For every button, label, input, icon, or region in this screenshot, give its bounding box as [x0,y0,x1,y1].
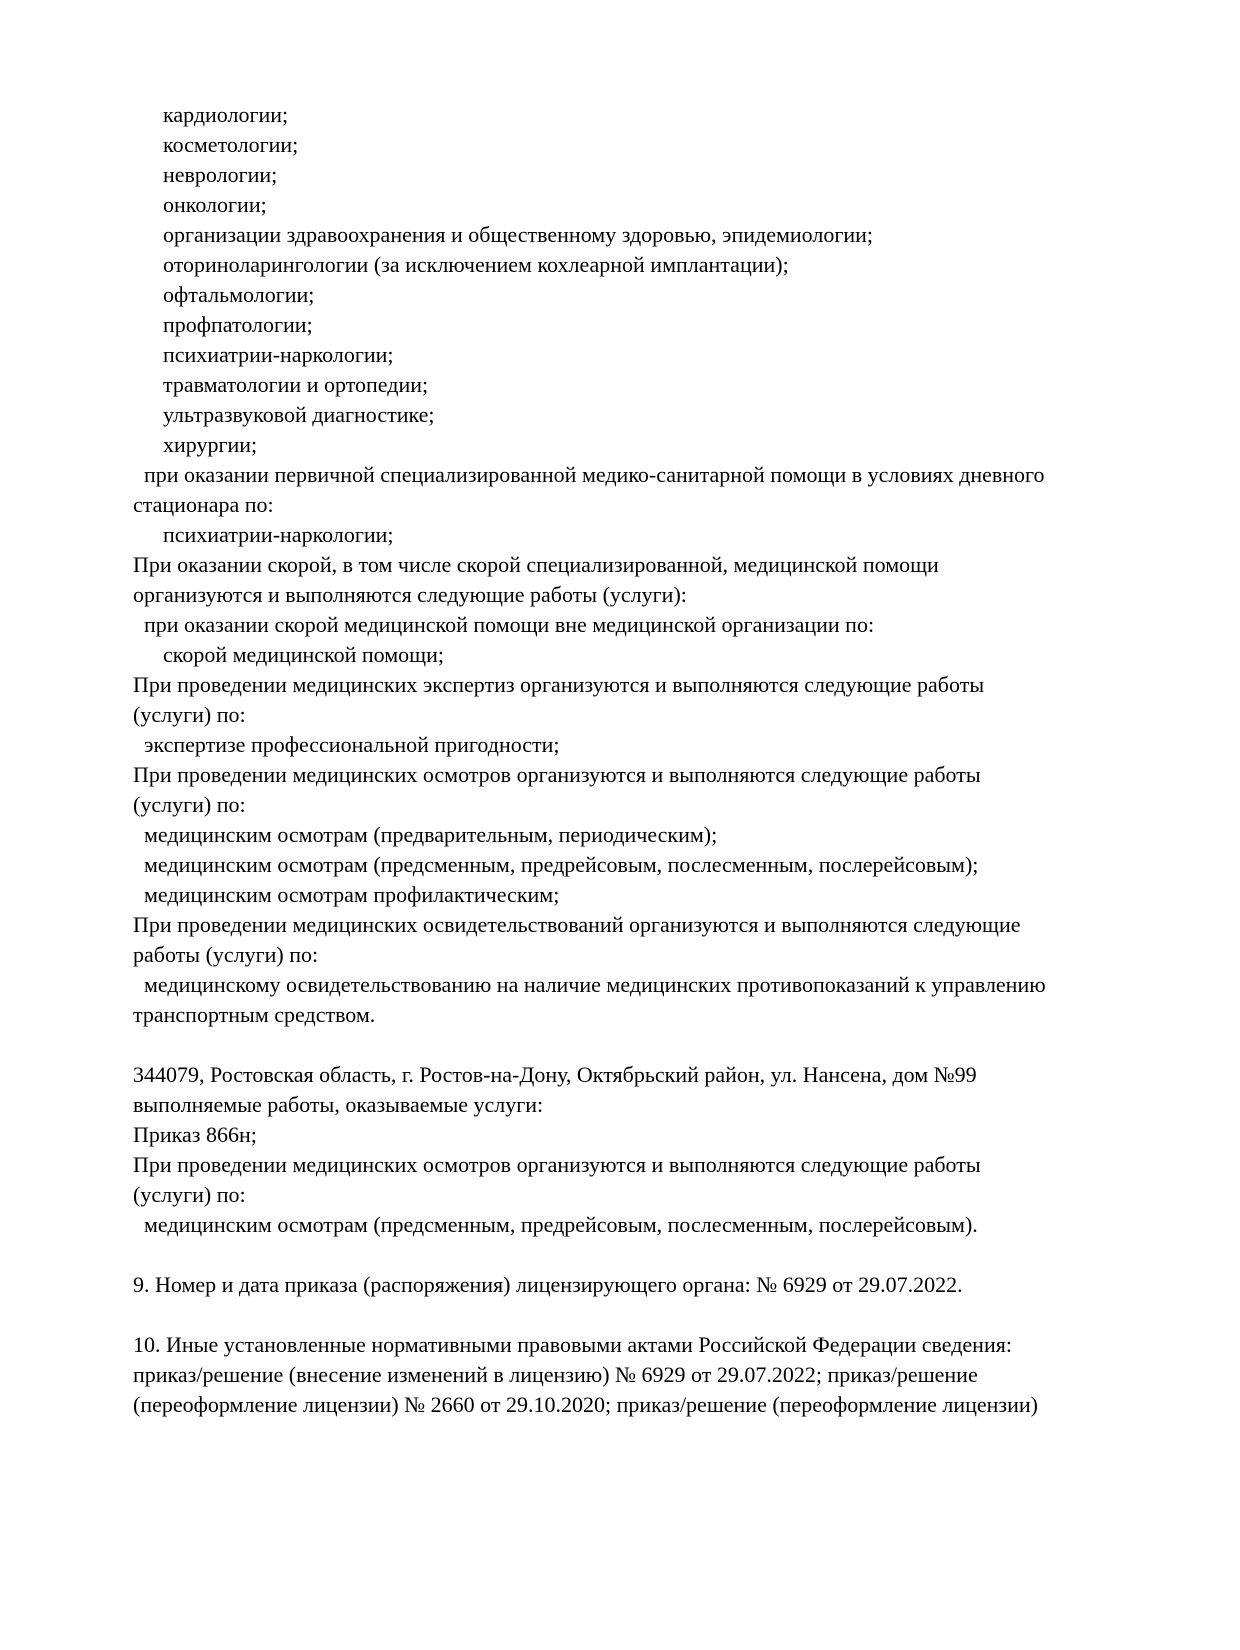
document-body [133,100,1178,1420]
text-line: офтальмологии; [163,282,315,307]
text-line: При оказании скорой, в том числе скорой специализированной, медицинской помощи [133,552,939,577]
text-line: скорой медицинской помощи; [163,642,445,667]
text-line: медицинским осмотрам (предварительным, периодическим); [144,822,718,847]
text-line: онкологии; [163,192,267,217]
text-line: психиатрии-наркологии; [163,342,394,367]
text-line: приказ/решение (внесение изменений в лицензию) № 6929 от 29.07.2022; приказ/решение [133,1362,978,1387]
text-line: 9. Номер и дата приказа (распоряжения) лицензирующего органа: № 6929 от 29.07.2022. [133,1272,963,1297]
text-line: стационара по: [133,492,274,517]
text-line: 344079, Ростовская область, г. Ростов-на-Дону, Октябрьский район, ул. Нансена, дом №99 [133,1062,977,1087]
text-line: оториноларингологии (за исключением кохлеарной имплантации); [163,252,789,277]
text-line: при оказании скорой медицинской помощи вне медицинской организации по: [144,612,875,637]
text-line: медицинским осмотрам (предсменным, предрейсовым, послесменным, послерейсовым). [144,1212,978,1237]
text-line: транспортным средством. [133,1002,376,1027]
text-line: При проведении медицинских экспертиз организуются и выполняются следующие работы [133,672,985,697]
text-line: психиатрии-наркологии; [163,522,394,547]
text-line: При проведении медицинских осмотров организуются и выполняются следующие работы [133,762,981,787]
text-line: неврологии; [163,162,278,187]
text-line: профпатологии; [163,312,313,337]
text-line: ультразвуковой диагностике; [163,402,435,427]
text-line: (услуги) по: [133,1182,246,1207]
text-line: экспертизе профессиональной пригодности; [144,732,560,757]
text-line [133,1240,1178,1270]
text-line: при оказании первичной специализированной медико-санитарной помощи в условиях дневного [144,462,1045,487]
text-line: работы (услуги) по: [133,942,319,967]
text-line: При проведении медицинских освидетельствований организуются и выполняются следующие [133,912,1021,937]
text-line: При проведении медицинских осмотров организуются и выполняются следующие работы [133,1152,981,1177]
text-line: косметологии; [163,132,299,157]
text-line: кардиологии; [163,102,289,127]
text-line: (услуги) по: [133,792,246,817]
text-line: (переоформление лицензии) № 2660 от 29.10.2020; приказ/решение (переоформление лицензии) [133,1392,1038,1417]
text-line: травматологии и ортопедии; [163,372,429,397]
text-line: медицинским осмотрам профилактическим; [144,882,560,907]
text-line: (услуги) по: [133,702,246,727]
text-line: организации здравоохранения и общественному здоровью, эпидемиологии; [163,222,874,247]
text-line: Приказ 866н; [133,1122,257,1147]
text-line: 10. Иные установленные нормативными правовыми актами Российской Федерации сведения: [133,1332,1012,1357]
text-line: выполняемые работы, оказываемые услуги: [133,1092,544,1117]
text-line: хирургии; [163,432,258,457]
text-line [133,1300,1178,1330]
text-line [133,1030,1178,1060]
text-line: организуются и выполняются следующие работы (услуги): [133,582,687,607]
text-line: медицинским осмотрам (предсменным, предрейсовым, послесменным, послерейсовым); [144,852,979,877]
text-line: медицинскому освидетельствованию на наличие медицинских противопоказаний к управлению [144,972,1046,997]
